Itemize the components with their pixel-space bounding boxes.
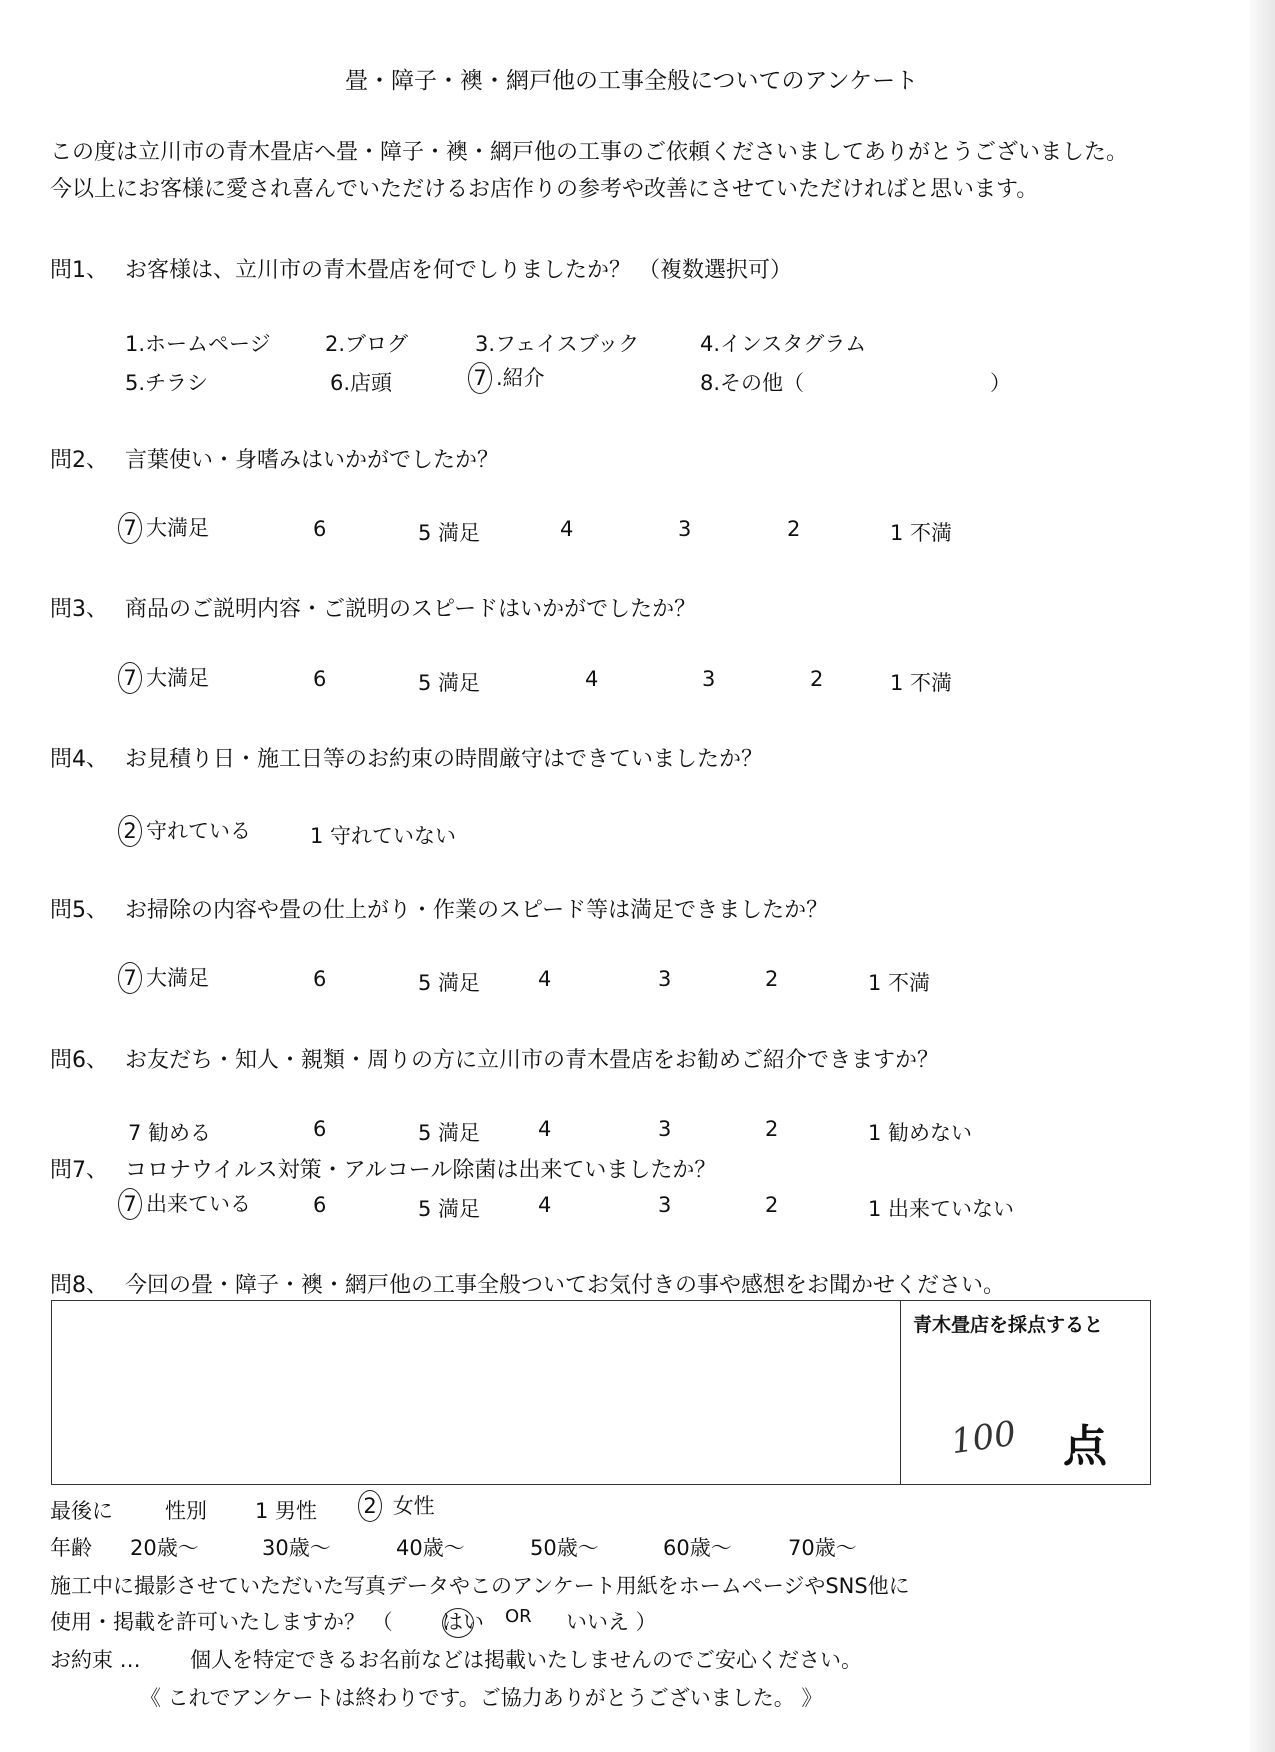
q4-option-circled[interactable] <box>118 815 251 847</box>
q6-option[interactable]: 1 勧めない <box>868 1121 973 1145</box>
q7-option[interactable]: 5 満足 <box>418 1197 481 1221</box>
q3-option[interactable]: 5 満足 <box>418 671 481 695</box>
closing-text: 《 これでアンケートは終わりです。ご協力ありがとうございました。 》 <box>140 1686 823 1710</box>
q6-text: お友だち・知人・親類・周りの方に立川市の青木畳店をお勧めご紹介できますか？ <box>125 1048 940 1073</box>
q2-option-circled[interactable] <box>118 512 209 544</box>
final-lead: 最後に <box>50 1499 113 1523</box>
q5-option-circled[interactable] <box>118 962 209 994</box>
q4-option-label: 守れている <box>146 819 251 843</box>
q5-text: お掃除の内容や畳の仕上がり・作業のスピード等は満足できましたか？ <box>125 898 829 923</box>
q4-number: 問4、 <box>50 747 108 772</box>
q1-option[interactable]: 6.店頭 <box>330 371 393 395</box>
age-option[interactable]: 70歳～ <box>788 1536 857 1560</box>
q3-text: 商品のご説明内容・ご説明のスピードはいかがでしたか？ <box>125 597 697 622</box>
q1-text: お客様は、立川市の青木畳店を何でしりましたか？ （複数選択可） <box>125 258 792 283</box>
q5-option[interactable]: 1 不満 <box>868 971 931 995</box>
q1-option[interactable]: 4.インスタグラム <box>700 332 867 356</box>
q8-text: 今回の畳・障子・襖・網戸他の工事全般ついてお気付きの事や感想をお聞かせください。 <box>125 1273 1006 1298</box>
age-option[interactable]: 50歳～ <box>530 1536 599 1560</box>
q2-option[interactable]: 3 <box>678 517 692 541</box>
q3-option[interactable]: 6 <box>313 667 327 691</box>
q3-option-circled[interactable] <box>118 662 209 694</box>
q6-option[interactable]: 6 <box>313 1117 327 1141</box>
q6-option[interactable]: 3 <box>658 1117 672 1141</box>
q7-choice-mark: 7 <box>118 1188 142 1220</box>
q7-option-label: 出来ている <box>146 1192 251 1216</box>
q5-option[interactable]: 5 満足 <box>418 971 481 995</box>
q3-option[interactable]: 1 不満 <box>890 671 953 695</box>
intro-line-1: この度は立川市の青木畳店へ畳・障子・襖・網戸他の工事のご依頼くださいましてありがとうございました。 <box>50 140 1129 165</box>
q8-number: 問8、 <box>50 1273 108 1298</box>
q7-option-circled[interactable] <box>118 1188 251 1220</box>
permission-prefix: 使用・掲載を許可いたしますか？ （ <box>50 1610 393 1634</box>
score-label: 青木畳店を採点すると <box>913 1314 1104 1336</box>
permission-or: OR <box>505 1606 532 1627</box>
q2-choice-mark: 7 <box>118 512 142 544</box>
q2-number: 問2、 <box>50 448 108 473</box>
age-label: 年齢 <box>50 1536 92 1560</box>
q3-option[interactable]: 2 <box>810 667 824 691</box>
q1-option[interactable]: 1.ホームページ <box>125 332 271 356</box>
q7-option[interactable]: 6 <box>313 1193 327 1217</box>
q1-other-close: ） <box>990 371 1011 395</box>
gender-female-label: 女性 <box>392 1494 435 1518</box>
q6-option[interactable]: 4 <box>538 1117 552 1141</box>
q4-choice-mark: 2 <box>118 815 142 847</box>
q2-option[interactable]: 1 不満 <box>890 521 953 545</box>
q7-number: 問7、 <box>50 1158 108 1183</box>
q1-option[interactable]: 5.チラシ <box>125 371 209 395</box>
q6-option[interactable]: 2 <box>765 1117 779 1141</box>
q1-option-circled[interactable] <box>468 362 545 394</box>
permission-no-option[interactable]: いいえ ） <box>566 1610 657 1634</box>
q4-text: お見積り日・施工日等のお約束の時間厳守はできていましたか？ <box>125 747 764 772</box>
q2-text: 言葉使い・身嗜みはいかがでしたか？ <box>125 448 500 473</box>
gender-male-option[interactable]: 1 男性 <box>255 1499 318 1523</box>
q1-option[interactable]: 8.その他（ <box>700 371 805 395</box>
gender-label: 性別 <box>165 1499 207 1523</box>
age-option[interactable]: 30歳～ <box>262 1536 331 1560</box>
q6-option[interactable]: 7 勧める <box>128 1121 212 1145</box>
permission-choice-mark <box>442 1608 474 1638</box>
intro-line-2: 今以上にお客様に愛され喜んでいただけるお店作りの参考や改善にさせていただければと思います。 <box>50 177 1039 202</box>
q2-option[interactable]: 6 <box>313 517 327 541</box>
q4-option[interactable]: 1 守れていない <box>310 824 457 848</box>
q5-number: 問5、 <box>50 898 108 923</box>
age-option[interactable]: 60歳～ <box>663 1536 732 1560</box>
permission-line-1: 施工中に撮影させていただいた写真データやこのアンケート用紙をホームページやSNS他に <box>50 1574 910 1598</box>
q5-option[interactable]: 6 <box>313 967 327 991</box>
q2-option[interactable]: 5 満足 <box>418 521 481 545</box>
q7-text: コロナウイルス対策・アルコール除菌は出来ていましたか？ <box>125 1158 717 1183</box>
q1-option[interactable]: 2.ブログ <box>325 332 409 356</box>
q3-option[interactable]: 4 <box>585 667 599 691</box>
q3-option-label: 大満足 <box>146 666 209 690</box>
score-value[interactable]: 100 <box>948 1413 1019 1463</box>
score-box[interactable] <box>900 1300 1151 1485</box>
q5-option[interactable]: 2 <box>765 967 779 991</box>
q5-option[interactable]: 4 <box>538 967 552 991</box>
age-option[interactable]: 40歳～ <box>396 1536 465 1560</box>
survey-title: 畳・障子・襖・網戸他の工事全般についてのアンケート <box>345 68 919 94</box>
q2-option[interactable]: 2 <box>787 517 801 541</box>
q5-option-label: 大満足 <box>146 966 209 990</box>
age-option[interactable]: 20歳～ <box>130 1536 199 1560</box>
q2-option[interactable]: 4 <box>560 517 574 541</box>
q5-choice-mark: 7 <box>118 962 142 994</box>
scan-edge <box>1250 0 1275 1752</box>
promise-text: 個人を特定できるお名前などは掲載いたしませんのでご安心ください。 <box>190 1648 862 1672</box>
q6-number: 問6、 <box>50 1048 108 1073</box>
q3-number: 問3、 <box>50 597 108 622</box>
permission-yes-option[interactable]: はい <box>442 1610 484 1634</box>
q1-number: 問1、 <box>50 258 108 283</box>
q7-option[interactable]: 3 <box>658 1193 672 1217</box>
gender-female-option[interactable] <box>358 1490 435 1522</box>
q2-option-label: 大満足 <box>146 516 209 540</box>
q3-choice-mark: 7 <box>118 662 142 694</box>
q3-option[interactable]: 3 <box>702 667 716 691</box>
q7-option[interactable]: 2 <box>765 1193 779 1217</box>
q1-choice-mark: 7 <box>468 362 492 394</box>
gender-choice-mark: 2 <box>358 1490 382 1522</box>
q5-option[interactable]: 3 <box>658 967 672 991</box>
q1-option-label: .紹介 <box>496 366 545 390</box>
q6-option[interactable]: 5 満足 <box>418 1121 481 1145</box>
q1-option[interactable]: 3.フェイスブック <box>475 332 640 356</box>
promise-label: お約束 … <box>50 1648 141 1672</box>
q7-option[interactable]: 4 <box>538 1193 552 1217</box>
score-unit: 点 <box>1063 1421 1107 1472</box>
q7-option[interactable]: 1 出来ていない <box>868 1197 1015 1221</box>
